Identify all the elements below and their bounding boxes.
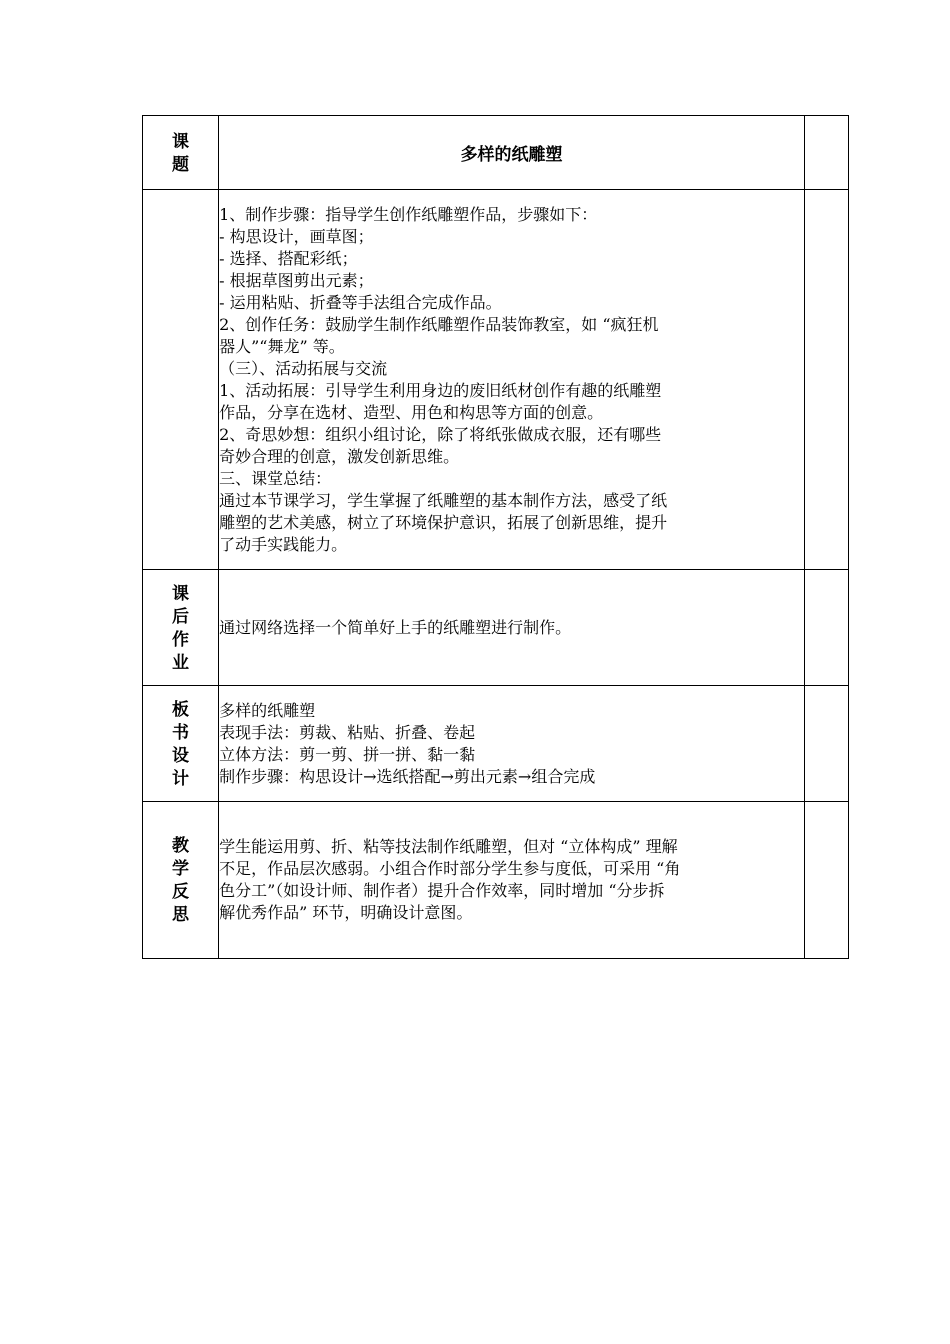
board-row xyxy=(143,686,849,802)
lesson-title: 多样的纸雕塑 xyxy=(219,116,805,190)
text-line: 雕塑的艺术美感，树立了环境保护意识，拓展了创新思维，提升 xyxy=(219,512,668,532)
text-line: - 根据草图剪出元素； xyxy=(219,270,374,290)
text-line: 立体方法：剪一剪、拼一拼、黏一黏 xyxy=(219,744,476,764)
board-content xyxy=(219,686,805,802)
text-line: 学生能运用剪、折、粘等技法制作纸雕塑，但对 “立体构成” 理解 xyxy=(219,837,678,856)
lesson-plan-table xyxy=(142,115,849,959)
text-line: 不足，作品层次感弱。小组合作时部分学生参与度低，可采用 “角 xyxy=(219,859,681,878)
homework-content xyxy=(219,570,805,686)
empty-cell xyxy=(804,570,848,686)
process-content xyxy=(219,190,805,570)
reflection-content xyxy=(219,802,805,959)
board-label: 板 书 设 计 xyxy=(143,686,219,802)
text-line: 解优秀作品” 环节，明确设计意图。 xyxy=(219,903,473,922)
text-line: 2、奇思妙想：组织小组讨论，除了将纸张做成衣服，还有哪些 xyxy=(219,424,662,444)
text-line: 三、课堂总结： xyxy=(219,468,332,488)
text-line: 表现手法：剪裁、粘贴、折叠、卷起 xyxy=(219,722,476,742)
empty-cell xyxy=(804,802,848,959)
text-line: 作品，分享在选材、造型、用色和构思等方面的创意。 xyxy=(219,402,604,422)
text-line: 1、活动拓展：引导学生利用身边的废旧纸材创作有趣的纸雕塑 xyxy=(219,380,662,400)
text-line: 了动手实践能力。 xyxy=(219,534,348,554)
text-line: 通过本节课学习，学生掌握了纸雕塑的基本制作方法，感受了纸 xyxy=(219,490,668,510)
reflection-row xyxy=(143,802,849,959)
text-line: - 构思设计，画草图； xyxy=(219,226,374,246)
empty-cell xyxy=(804,116,848,190)
process-row xyxy=(143,190,849,570)
homework-label: 课 后 作 业 xyxy=(143,570,219,686)
text-line: 1、制作步骤：指导学生创作纸雕塑作品，步骤如下： xyxy=(219,204,598,224)
empty-cell xyxy=(804,190,848,570)
text-line: 制作步骤：构思设计→选纸搭配→剪出元素→组合完成 xyxy=(219,766,596,786)
text-line: 色分工”（如设计师、制作者）提升合作效率，同时增加 “分步拆 xyxy=(219,881,665,900)
empty-cell xyxy=(804,686,848,802)
reflection-label: 教 学 反 思 xyxy=(143,802,219,959)
text-line: 奇妙合理的创意，激发创新思维。 xyxy=(219,446,460,466)
topic-label: 课 题 xyxy=(143,116,219,190)
text-line: 多样的纸雕塑 xyxy=(219,700,316,720)
process-label xyxy=(143,190,219,570)
homework-row xyxy=(143,570,849,686)
text-line: 2、创作任务：鼓励学生制作纸雕塑作品装饰教室，如 “疯狂机 xyxy=(219,314,659,334)
homework-text: 通过网络选择一个简单好上手的纸雕塑进行制作。 xyxy=(219,617,572,637)
text-line: 器人”“舞龙” 等。 xyxy=(219,336,345,356)
text-line: - 选择、搭配彩纸； xyxy=(219,248,358,268)
topic-row xyxy=(143,116,849,190)
text-line: - 运用粘贴、折叠等手法组合完成作品。 xyxy=(219,292,502,312)
text-line: （三）、活动拓展与交流 xyxy=(219,358,388,378)
